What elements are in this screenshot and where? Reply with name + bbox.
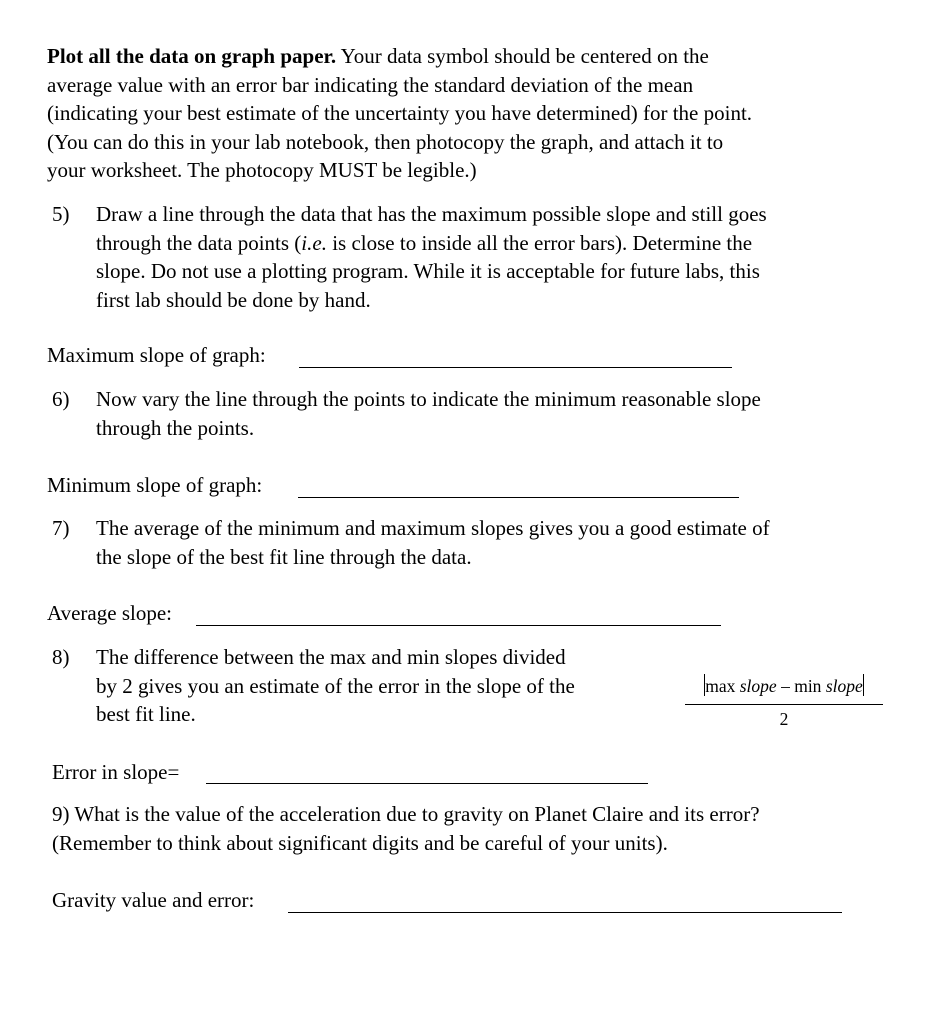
intro-bold-heading: Plot all the data on graph paper.: [47, 44, 337, 68]
gravity-value-label: Gravity value and error:: [52, 888, 255, 912]
min-slope-answer-line[interactable]: [298, 497, 739, 498]
question-5-line: through the data points (i.e. is close to inside all the error bars). Determine the: [96, 230, 753, 255]
formula-numerator: max slope – min slope: [705, 676, 863, 696]
question-5-line: slope. Do not use a plotting program. While it is acceptable for future labs, this: [96, 259, 760, 283]
question-9-line: (Remember to think about significant digits and be careful of your units).: [52, 830, 668, 855]
question-7-line: the slope of the best fit line through the data.: [96, 544, 472, 569]
question-5-number: 5): [52, 202, 70, 226]
formula-denominator: 2: [779, 709, 789, 729]
intro-line-4: (You can do this in your lab notebook, then photocopy the graph, and attach it to: [47, 129, 724, 154]
question-6-number: 6): [52, 387, 70, 411]
average-slope-label: Average slope:: [47, 601, 172, 625]
intro-line-2: average value with an error bar indicating the standard deviation of the mean: [47, 72, 694, 97]
intro-line-1: Plot all the data on graph paper. Your data symbol should be centered on the: [47, 44, 709, 68]
question-8-line: The difference between the max and min slopes divided: [96, 645, 566, 669]
question-6-line: Now vary the line through the points to indicate the minimum reasonable slope: [96, 387, 761, 411]
question-5-line: first lab should be done by hand.: [96, 287, 371, 312]
question-9: [52, 800, 922, 857]
question-5-line: Draw a line through the data that has the maximum possible slope and still goes: [96, 202, 767, 226]
question-8-line: by 2 gives you an estimate of the error in the slope of the: [96, 673, 575, 698]
intro-line-3: (indicating your best estimate of the uncertainty you have determined) for the point.: [47, 101, 753, 125]
error-in-slope-label: Error in slope=: [52, 760, 180, 784]
average-slope-answer-line[interactable]: [196, 625, 721, 626]
absolute-value-bar-right: [863, 674, 865, 696]
question-6-line: through the points.: [96, 415, 255, 440]
question-9-line: 9) What is the value of the acceleration due to gravity on Planet Claire and its error?: [52, 802, 760, 826]
question-8-number: 8): [52, 645, 70, 669]
min-slope-label: Minimum slope of graph:: [47, 473, 263, 497]
question-8-line: best fit line.: [96, 702, 196, 726]
error-in-slope-answer-line[interactable]: [206, 783, 648, 784]
question-7-number: 7): [52, 516, 70, 540]
gravity-value-answer-line[interactable]: [288, 912, 842, 913]
fraction-bar: [685, 704, 883, 705]
max-slope-label: Maximum slope of graph:: [47, 343, 266, 367]
max-slope-answer-line[interactable]: [299, 367, 732, 368]
intro-line-5: your worksheet. The photocopy MUST be legible.): [47, 158, 477, 182]
intro-paragraph: [47, 42, 917, 185]
question-7-line: The average of the minimum and maximum slopes gives you a good estimate of: [96, 516, 770, 540]
